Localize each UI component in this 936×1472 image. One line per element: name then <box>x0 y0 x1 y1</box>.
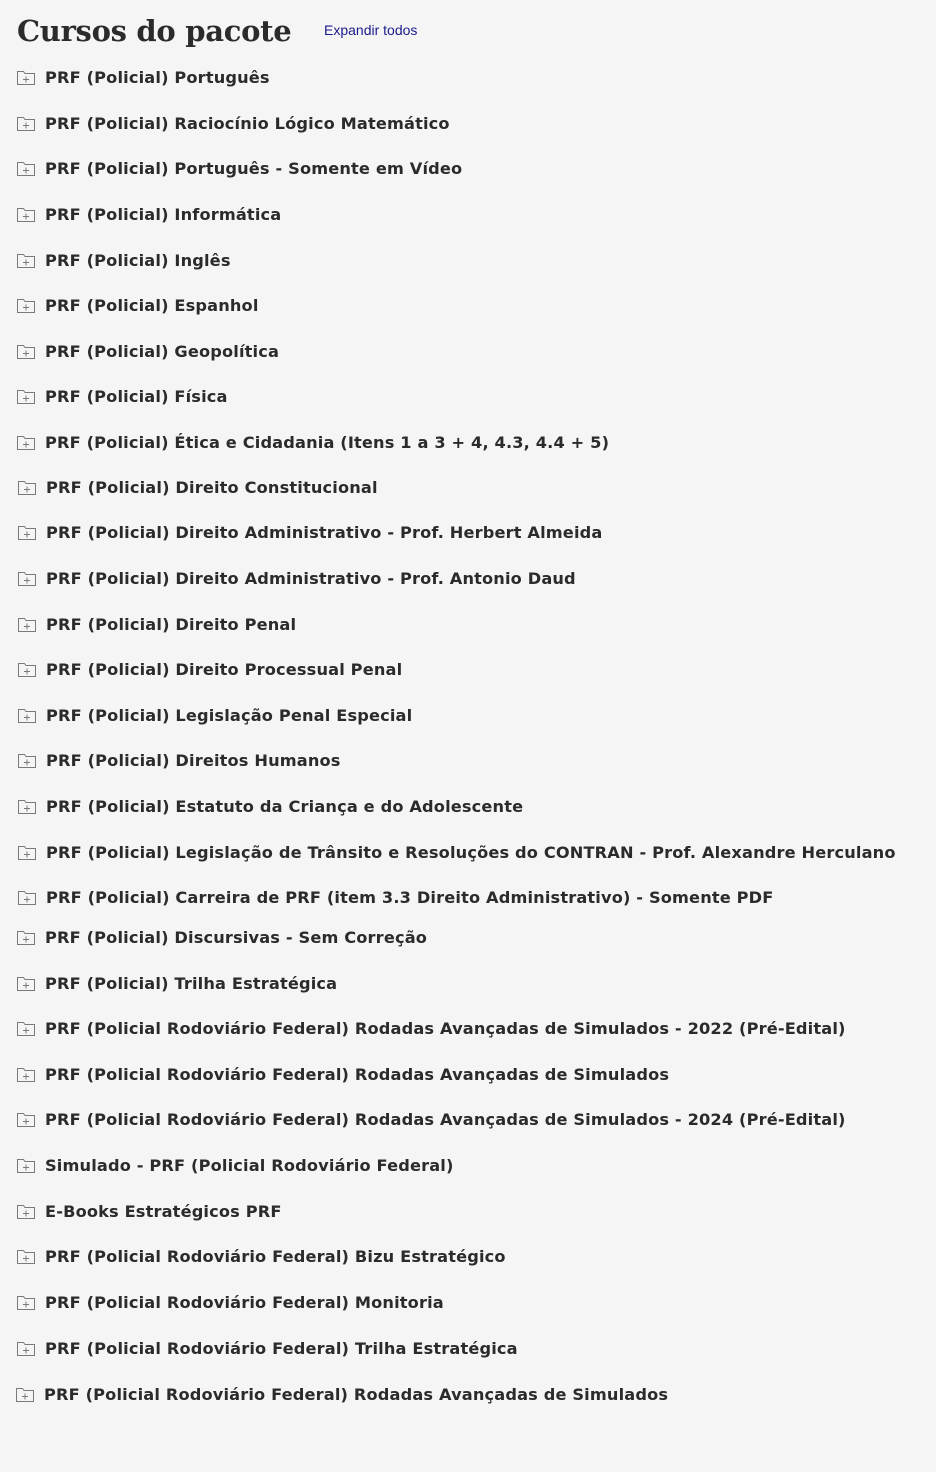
course-label: PRF (Policial Rodoviário Federal) Rodadas Avançadas de Simulados - 2024 (Pré-Edital) <box>45 1109 846 1129</box>
course-label: PRF (Policial Rodoviário Federal) Rodadas Avançadas de Simulados <box>44 1384 669 1404</box>
course-label: Simulado - PRF (Policial Rodoviário Federal) <box>45 1155 454 1175</box>
course-label: PRF (Policial) Direitos Humanos <box>46 750 341 770</box>
course-label: E-Books Estratégicos PRF <box>45 1201 282 1221</box>
folder-plus-icon[interactable] <box>17 616 37 633</box>
folder-plus-icon[interactable] <box>16 1248 36 1265</box>
folder-plus-icon[interactable] <box>16 1111 36 1128</box>
course-label: PRF (Policial) Direito Processual Penal <box>46 659 403 679</box>
course-item[interactable] <box>17 520 602 544</box>
folder-plus-icon[interactable] <box>16 343 36 360</box>
folder-plus-icon[interactable] <box>15 1386 35 1403</box>
folder-plus-icon[interactable] <box>17 479 37 496</box>
course-item[interactable] <box>16 1016 846 1040</box>
folder-plus-icon[interactable] <box>16 975 36 992</box>
folder-plus-icon[interactable] <box>16 252 36 269</box>
course-label: PRF (Policial) Geopolítica <box>45 341 280 361</box>
folder-plus-icon[interactable] <box>16 1294 36 1311</box>
folder-plus-icon[interactable] <box>16 388 36 405</box>
folder-plus-icon[interactable] <box>17 889 37 906</box>
course-item[interactable] <box>17 885 773 909</box>
course-item[interactable] <box>17 657 402 681</box>
course-item[interactable] <box>16 384 228 408</box>
course-label: PRF (Policial) Direito Penal <box>46 614 297 634</box>
folder-plus-icon[interactable] <box>17 752 37 769</box>
course-label: PRF (Policial Rodoviário Federal) Bizu Estratégico <box>45 1246 506 1266</box>
course-label: PRF (Policial) Inglês <box>45 250 231 270</box>
course-item[interactable] <box>16 65 270 89</box>
folder-plus-icon[interactable] <box>17 661 37 678</box>
course-label: PRF (Policial) Estatuto da Criança e do Adolescente <box>46 796 524 816</box>
course-item[interactable] <box>16 925 427 949</box>
course-item[interactable] <box>17 703 412 727</box>
expand-all-link[interactable]: Expandir todos <box>324 22 418 38</box>
folder-plus-icon[interactable] <box>17 844 37 861</box>
course-item[interactable] <box>16 156 462 180</box>
course-label: PRF (Policial) Espanhol <box>45 295 259 315</box>
folder-plus-icon[interactable] <box>16 115 36 132</box>
page-header <box>17 10 291 52</box>
course-item[interactable] <box>17 475 378 499</box>
page-title: Cursos do pacote <box>17 14 292 48</box>
course-label: PRF (Policial) Direito Constitucional <box>46 477 378 497</box>
course-label: PRF (Policial) Legislação de Trânsito e Resoluções do CONTRAN - Prof. Alexandre Herculano <box>46 842 896 862</box>
course-label: PRF (Policial) Direito Administrativo - Prof. Antonio Daud <box>46 568 576 588</box>
folder-plus-icon[interactable] <box>16 160 36 177</box>
course-item[interactable] <box>17 840 896 864</box>
course-item[interactable] <box>16 1153 454 1177</box>
folder-plus-icon[interactable] <box>17 570 37 587</box>
folder-plus-icon[interactable] <box>16 1157 36 1174</box>
folder-plus-icon[interactable] <box>16 1340 36 1357</box>
course-item[interactable] <box>16 339 279 363</box>
course-item[interactable] <box>16 111 450 135</box>
course-label: PRF (Policial) Ética e Cidadania (Itens 1 a 3 + 4, 4.3, 4.4 + 5) <box>45 432 610 452</box>
course-label: PRF (Policial) Direito Administrativo - Prof. Herbert Almeida <box>46 522 603 542</box>
course-item[interactable] <box>16 971 337 995</box>
course-item[interactable] <box>16 248 231 272</box>
course-item[interactable] <box>16 1199 282 1223</box>
folder-plus-icon[interactable] <box>17 707 37 724</box>
course-label: PRF (Policial Rodoviário Federal) Rodadas Avançadas de Simulados - 2022 (Pré-Edital) <box>45 1018 846 1038</box>
course-label: PRF (Policial) Legislação Penal Especial <box>46 705 413 725</box>
course-label: PRF (Policial Rodoviário Federal) Rodadas Avançadas de Simulados <box>45 1064 670 1084</box>
course-item[interactable] <box>17 566 576 590</box>
folder-plus-icon[interactable] <box>16 1066 36 1083</box>
course-label: PRF (Policial Rodoviário Federal) Monitoria <box>45 1292 444 1312</box>
folder-plus-icon[interactable] <box>16 297 36 314</box>
course-item[interactable] <box>16 430 609 454</box>
folder-plus-icon[interactable] <box>16 434 36 451</box>
course-label: PRF (Policial) Discursivas - Sem Correção <box>45 927 428 947</box>
course-item[interactable] <box>16 1107 846 1131</box>
course-item[interactable] <box>16 293 259 317</box>
course-item[interactable] <box>16 1062 669 1086</box>
course-item[interactable] <box>16 202 281 226</box>
folder-plus-icon[interactable] <box>16 1020 36 1037</box>
course-label: PRF (Policial) Informática <box>45 204 282 224</box>
course-item[interactable] <box>15 1382 668 1406</box>
course-item[interactable] <box>16 1336 518 1360</box>
course-label: PRF (Policial) Português <box>45 67 270 87</box>
course-label: PRF (Policial) Carreira de PRF (item 3.3 Direito Administrativo) - Somente PDF <box>46 887 774 907</box>
folder-plus-icon[interactable] <box>17 798 37 815</box>
course-label: PRF (Policial) Trilha Estratégica <box>45 973 338 993</box>
course-item[interactable] <box>16 1290 444 1314</box>
course-label: PRF (Policial Rodoviário Federal) Trilha Estratégica <box>45 1338 518 1358</box>
folder-plus-icon[interactable] <box>16 206 36 223</box>
course-item[interactable] <box>17 748 341 772</box>
course-item[interactable] <box>17 794 523 818</box>
folder-plus-icon[interactable] <box>16 929 36 946</box>
folder-plus-icon[interactable] <box>17 524 37 541</box>
course-item[interactable] <box>17 612 296 636</box>
folder-plus-icon[interactable] <box>16 1203 36 1220</box>
course-label: PRF (Policial) Português - Somente em Vídeo <box>45 158 463 178</box>
course-label: PRF (Policial) Raciocínio Lógico Matemático <box>45 113 450 133</box>
folder-plus-icon[interactable] <box>16 69 36 86</box>
course-label: PRF (Policial) Física <box>45 386 228 406</box>
course-item[interactable] <box>16 1244 506 1268</box>
